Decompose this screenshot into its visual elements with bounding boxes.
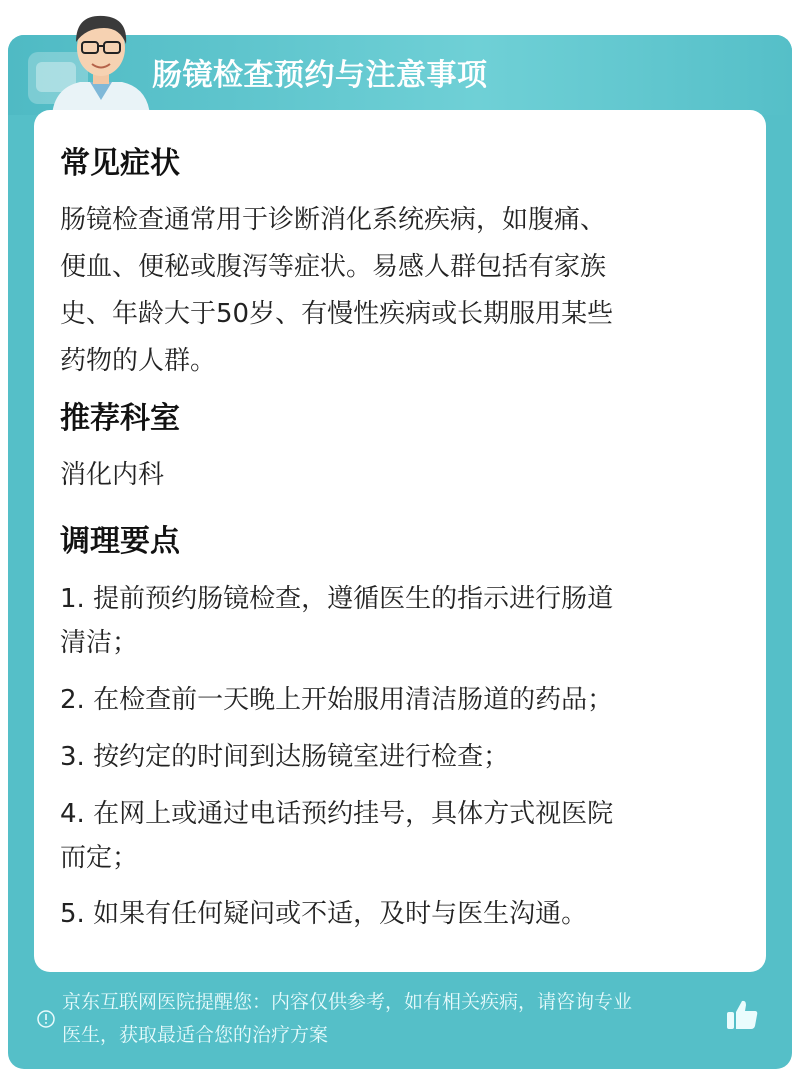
list-item-line: 而定； xyxy=(60,843,139,873)
list-item xyxy=(60,792,740,880)
info-icon xyxy=(37,1010,55,1028)
disclaimer-line: 京东互联网医院提醒您：内容仅供参考，如有相关疾病，请咨询专业 xyxy=(62,991,633,1013)
symptoms-line: 便血、便秘或腹泻等症状。易感人群包括有家族 xyxy=(60,252,607,282)
symptoms-line: 药物的人群。 xyxy=(60,346,217,376)
list-item xyxy=(60,577,740,665)
section-title-department: 推荐科室 xyxy=(60,401,180,436)
list-item-line: 清洁； xyxy=(60,628,139,658)
list-item-line: 4. 在网上或通过电话预约挂号，具体方式视医院 xyxy=(60,799,614,829)
list-item-line: 3. 按约定的时间到达肠镜室进行检查； xyxy=(60,742,510,772)
disclaimer-line: 医生，获取最适合您的治疗方案 xyxy=(62,1024,329,1046)
list-item xyxy=(60,735,740,779)
list-item xyxy=(60,892,740,936)
disclaimer-footer xyxy=(62,986,730,1052)
symptoms-line: 肠镜检查通常用于诊断消化系统疾病，如腹痛、 xyxy=(60,205,607,235)
page-title: 肠镜检查预约与注意事项 xyxy=(152,58,488,93)
section-title-symptoms: 常见症状 xyxy=(60,146,180,181)
thumbs-up-icon[interactable] xyxy=(724,997,760,1033)
doctor-avatar xyxy=(46,4,156,116)
list-item-line: 1. 提前预约肠镜检查，遵循医生的指示进行肠道 xyxy=(60,584,614,614)
list-item xyxy=(60,678,740,722)
department-value: 消化内科 xyxy=(60,460,165,490)
symptoms-paragraph xyxy=(60,197,740,385)
section-title-tips: 调理要点 xyxy=(60,524,180,559)
list-item-line: 2. 在检查前一天晚上开始服用清洁肠道的药品； xyxy=(60,685,614,715)
list-item-line: 5. 如果有任何疑问或不适，及时与医生沟通。 xyxy=(60,899,588,929)
symptoms-line: 史、年龄大于50岁、有慢性疾病或长期服用某些 xyxy=(60,299,614,329)
